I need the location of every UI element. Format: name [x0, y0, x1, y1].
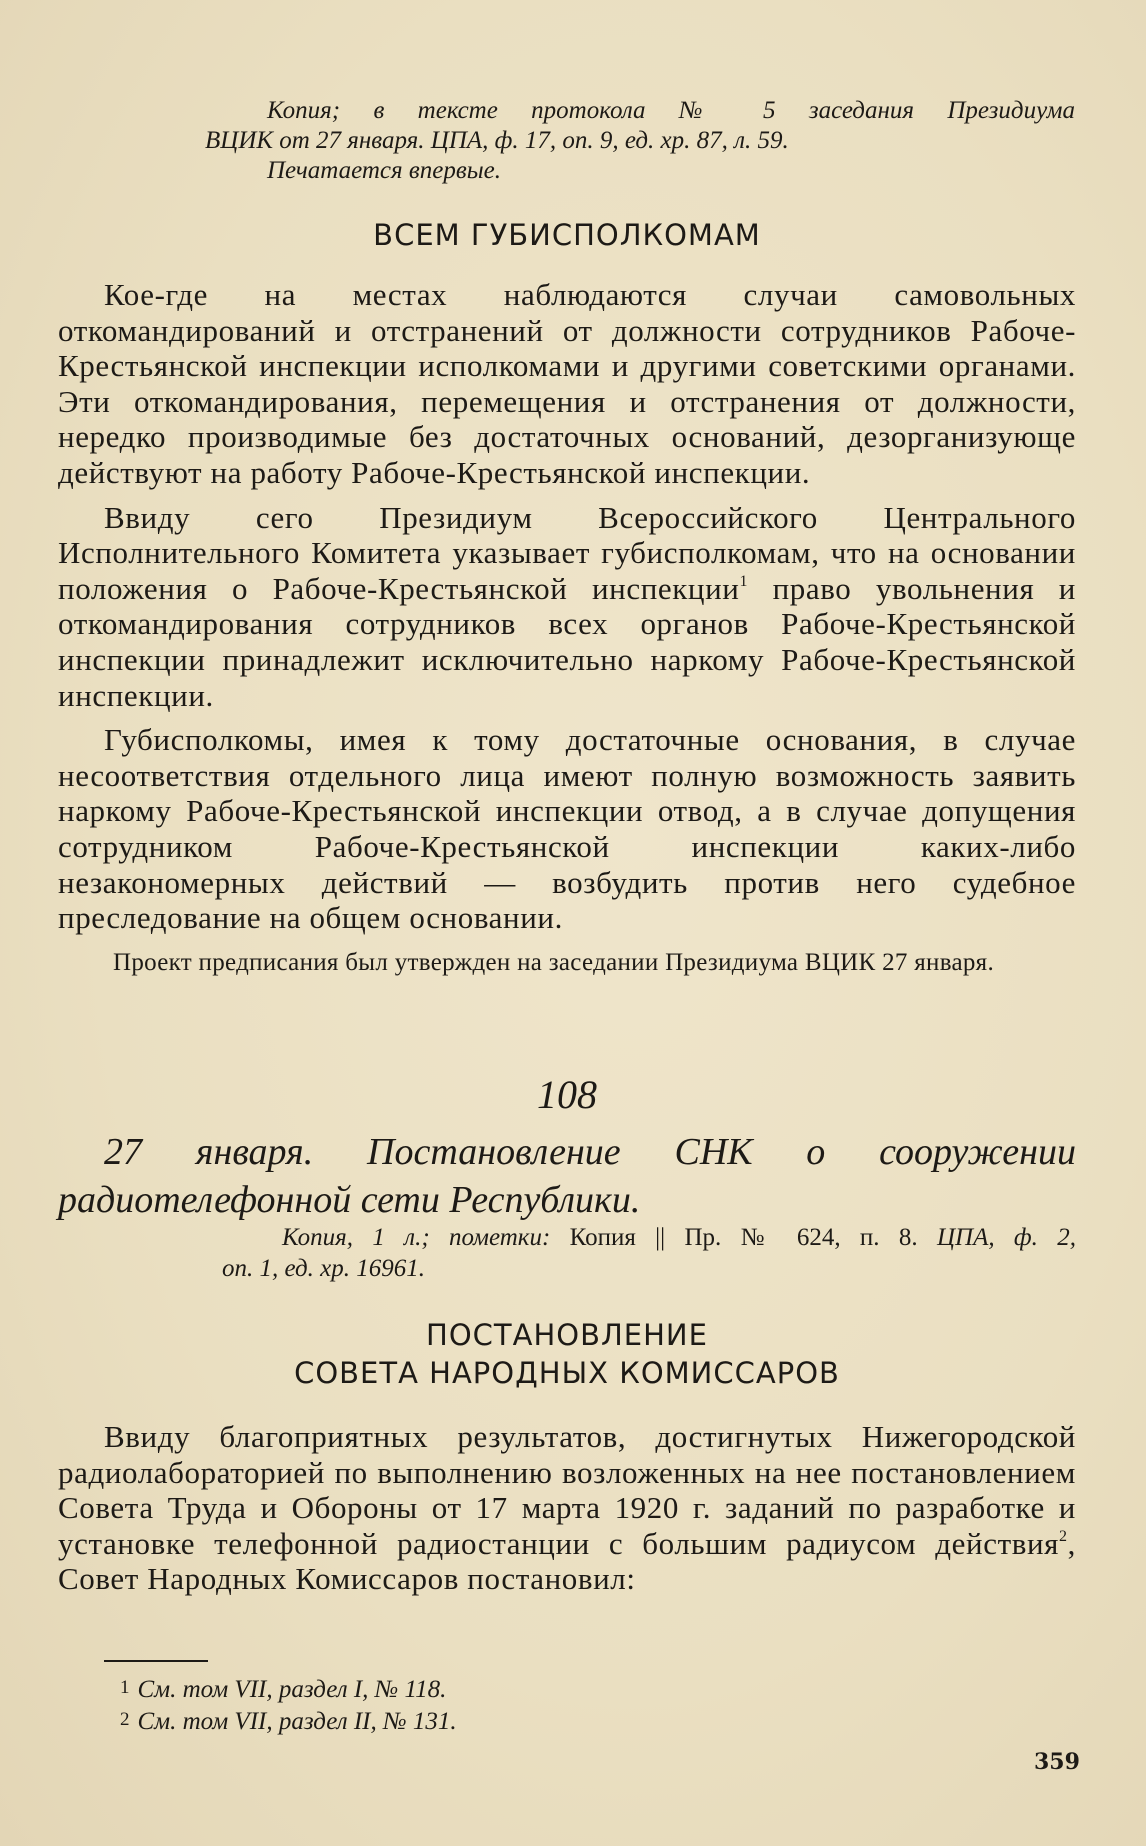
resolution-heading-2: СОВЕТА НАРОДНЫХ КОМИССАРОВ: [294, 1356, 840, 1390]
archive-note: [222, 1222, 1076, 1284]
archive-note-copy: Копия, 1 л.; пометки:: [282, 1224, 551, 1251]
source-note-line-3: Печатается впервые.: [267, 157, 501, 184]
document-title-text: 27 января. Постановление СНК о сооружении радиотелефонной сети Республики.: [58, 1131, 1076, 1221]
resolution-paragraph-1: [58, 1419, 1076, 1597]
footnote-2-text: См. том VII, раздел II, № 131.: [137, 1708, 457, 1735]
footnotes: [120, 1673, 1020, 1737]
resolution-paragraph-text-b: , Совет Народных Комиссаров постановил:: [58, 1525, 1076, 1597]
paragraph-2-text-a: Ввиду сего Президиум Всероссийского Центрального Исполнительного Комитета указывает губисполкомам, что на основании положения о Рабоче-Крестьянской инспекции: [58, 499, 1076, 606]
source-note-line-2: ВЦИК от 27 января. ЦПА, ф. 17, оп. 9, ед. хр. 87, л. 59.: [205, 127, 789, 154]
section-body: [58, 277, 1076, 945]
source-note-line-1: Копия; в тексте протокола № 5 заседания Президиума: [267, 97, 1075, 124]
archive-note-fund: ЦПА, ф. 2,: [936, 1224, 1076, 1251]
archive-note-marks: Копия || Пр. № 624, п. 8.: [550, 1224, 937, 1251]
resolution-body: [58, 1419, 1076, 1606]
footnote-1-text: См. том VII, раздел I, № 118.: [137, 1676, 447, 1703]
approval-note: [58, 947, 1076, 978]
source-note: [205, 96, 1075, 186]
archive-note-line-1: [222, 1222, 1076, 1253]
footnote-2-number: 2: [120, 1709, 130, 1730]
footnote-1-number: 1: [120, 1677, 130, 1698]
footnote-ref-2[interactable]: 2: [1059, 1527, 1068, 1545]
approval-note-text: Проект предписания был утвержден на заседании Президиума ВЦИК 27 января.: [113, 949, 995, 976]
footnote-2: [120, 1705, 1020, 1737]
paragraph-3: Губисполкомы, имея к тому достаточные основания, в случае несоответствия отдельного лица имеют полную возможность заявить наркому Рабоче-Крестьянской инспекции отвод, а в случае допущения сотрудником Рабоче-Крестьянской инспекции каких-либо незакономерных действий — возбудить против него судебное преследование на общем основании.: [58, 722, 1076, 936]
footnote-ref-1[interactable]: 1: [739, 572, 749, 590]
paragraph-2: [58, 500, 1076, 714]
page-number: 359: [1034, 1749, 1080, 1775]
resolution-paragraph-text-a: Ввиду благоприятных результатов, достигнутых Нижегородской радиолабораторией по выполнению возложенных на нее постановлением Совета Труда и Обороны от 17 марта 1920 г. заданий по разработке и установке телефонной радиостанции с большим радиусом действия: [58, 1419, 1076, 1561]
resolution-heading-1: ПОСТАНОВЛЕНИЕ: [426, 1318, 708, 1352]
document-title: [58, 1128, 1076, 1224]
paragraph-1: Кое-где на местах наблюдаются случаи самовольных откомандирований и отстранений от должности сотрудников Рабоче-Крестьянской инспекции исполкомами и другими советскими органами. Эти откомандирования, перемещения и отстранения от должности, нередко производимые без достаточных оснований, дезорганизующе действуют на работу Рабоче-Крестьянской инспекции.: [58, 277, 1076, 490]
archive-note-line-2: оп. 1, ед. хр. 16961.: [222, 1255, 425, 1282]
paragraph-2-text-b: право увольнения и откомандирования сотрудников всех органов Рабоче-Крестьянской инспекции принадлежит исключительно наркому Рабоче-Крестьянской инспекции.: [58, 570, 1076, 713]
footnote-1: [120, 1673, 1020, 1705]
document-number: 108: [537, 1072, 597, 1117]
footnote-divider: [104, 1660, 208, 1662]
section-heading: ВСЕМ ГУБИСПОЛКОМАМ: [373, 218, 761, 252]
